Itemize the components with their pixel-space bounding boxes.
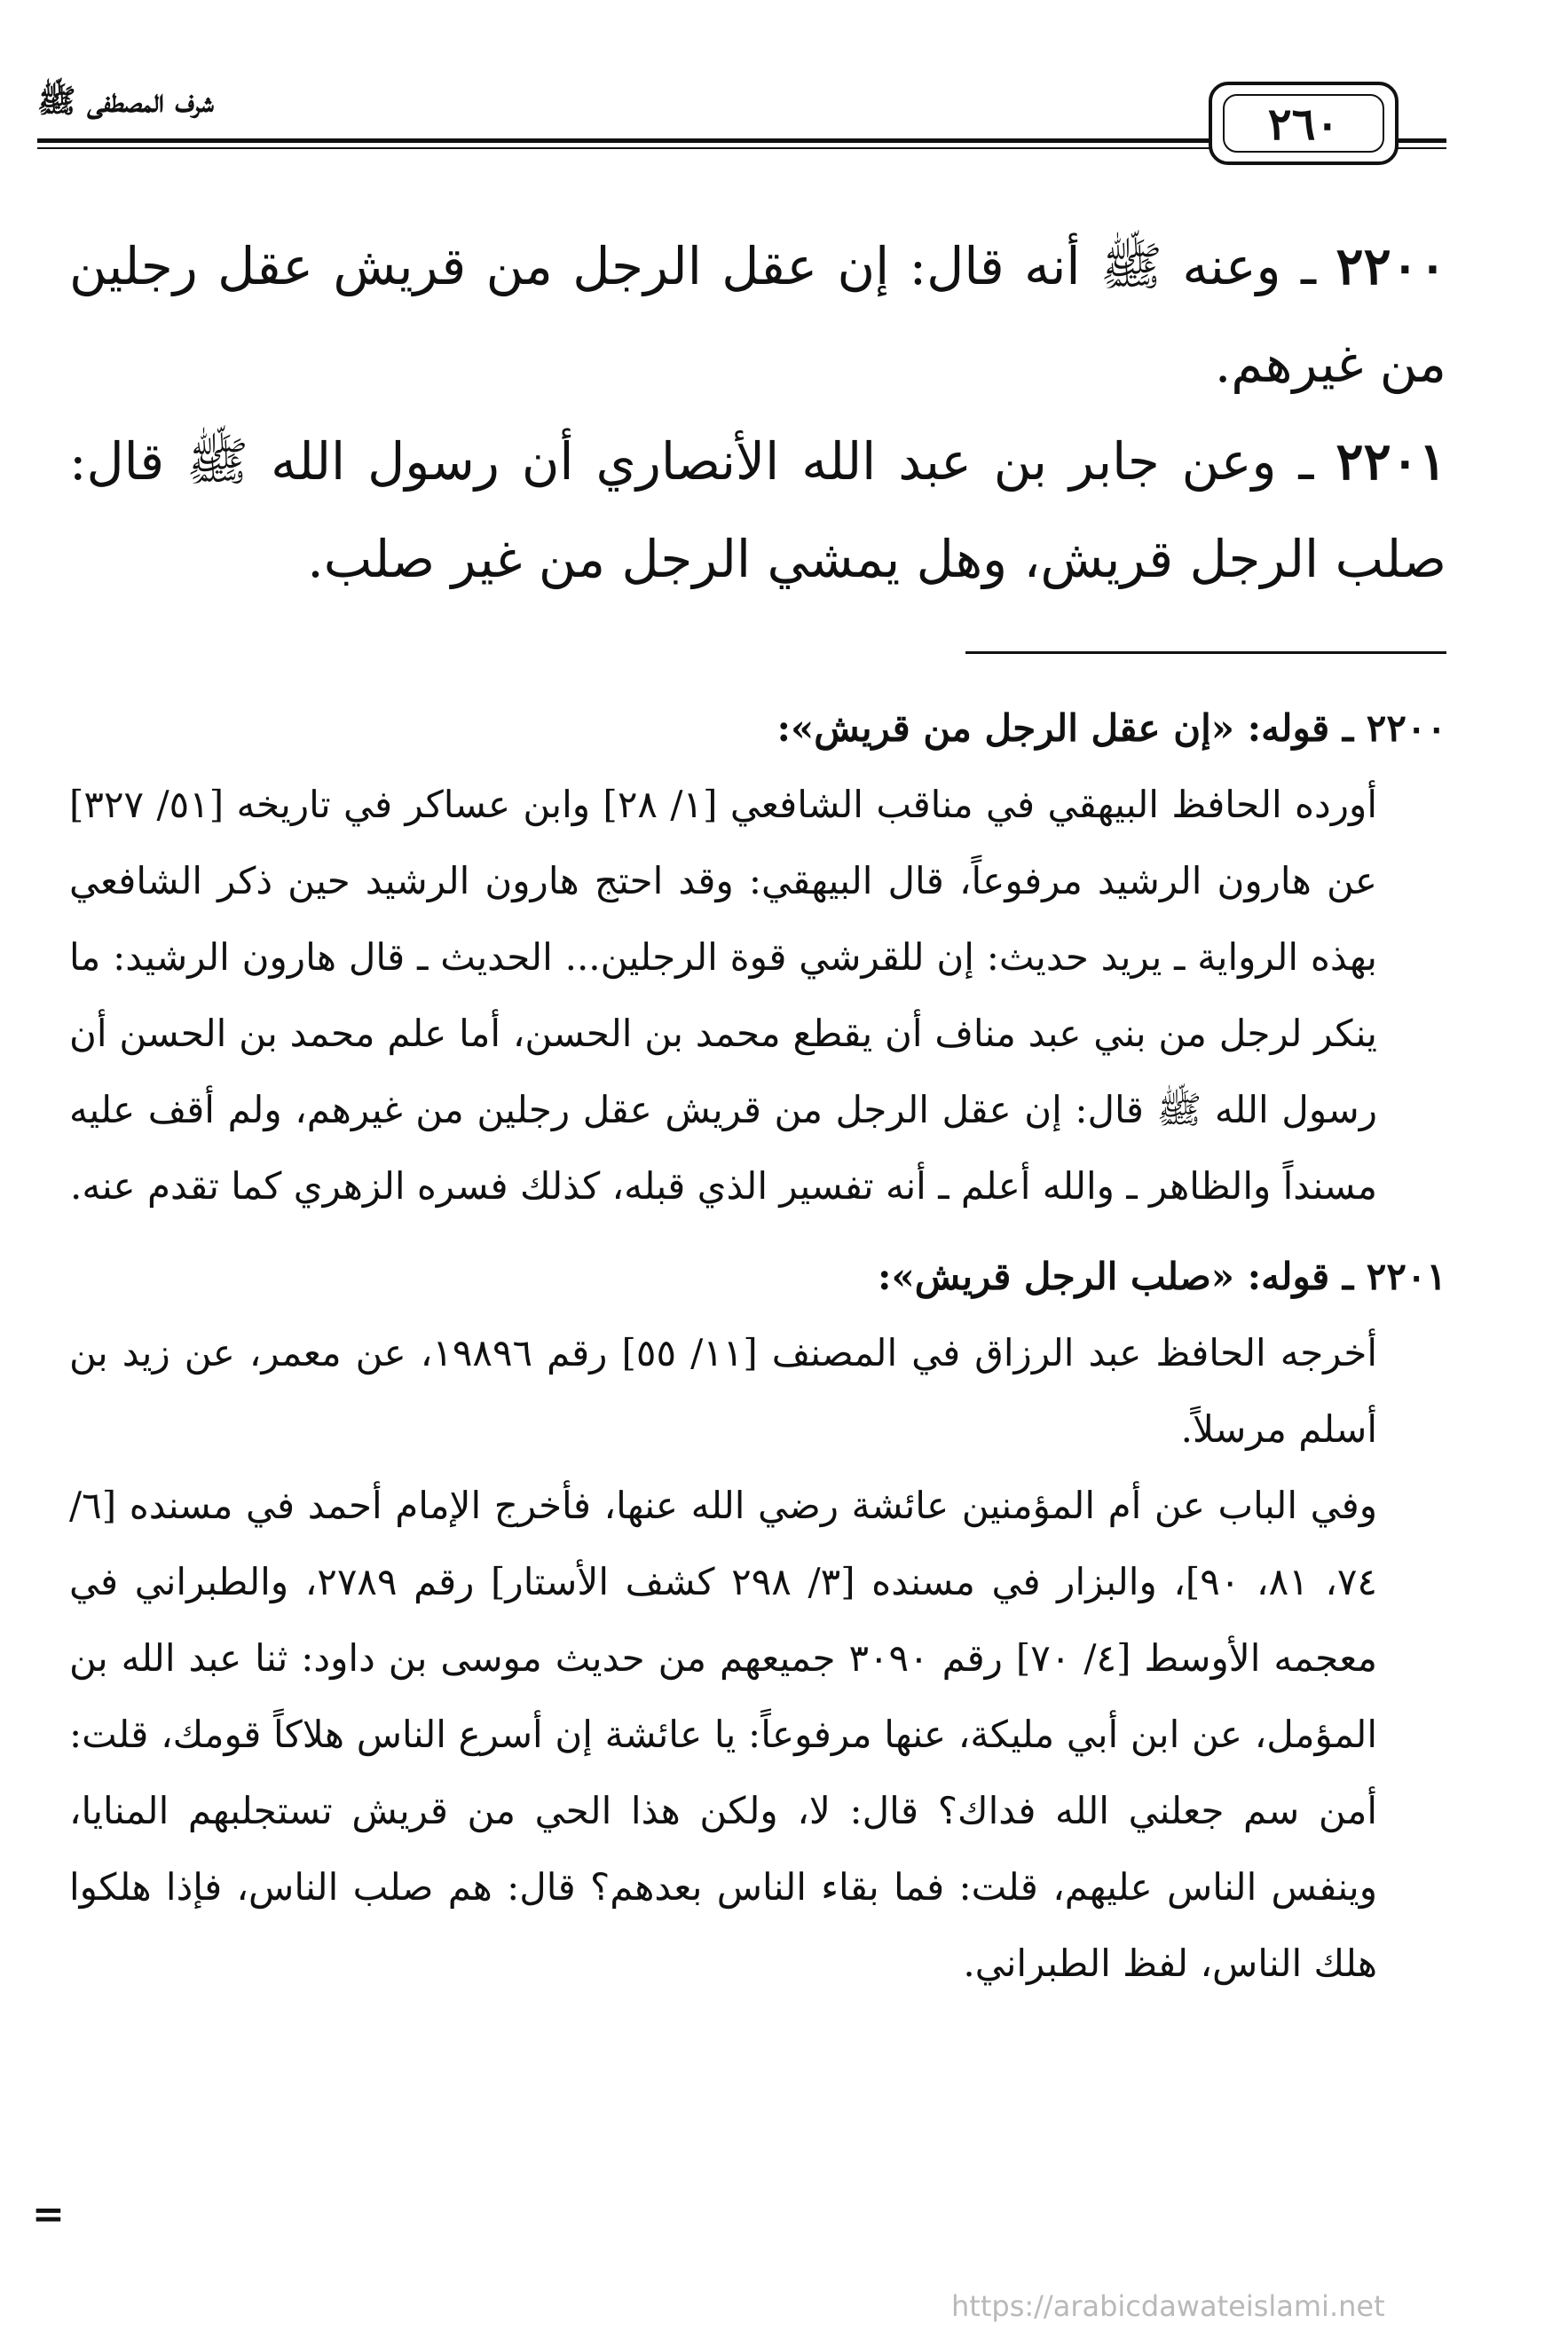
footnote-heading: ٢٢٠٠ ـ قوله: «إن عقل الرجل من قريش»:: [776, 706, 1446, 750]
main-text: [69, 217, 1446, 608]
page-number-badge: [1209, 82, 1399, 165]
footnote-2200: [69, 690, 1446, 1225]
running-head-title: شرف المصطفى ﷺ: [37, 83, 214, 120]
footnote-body-continued: وفي الباب عن أم المؤمنين عائشة رضي الله عنها، فأخرج الإمام أحمد في مسنده [٦/ ٧٤، ٨١، ٩٠]، والبزار في مسنده [٣/ ٢٩٨ كشف الأستار] رقم ٢٧٨٩، والطبراني في معجمه الأوسط [٤/ ٧٠] رقم ٣٠٩٠ جميعهم من حديث موسى بن داود: ثنا عبد الله بن المؤمل، عن ابن أبي مليكة، عنها مرفوعاً: يا عائشة إن أسرع الناس هلاكاً قومك، قلت: أمن سم جعلني الله فداك؟ قال: لا، ولكن هذا الحي من قريش تستجلبهم المنايا، وينفس الناس عليهم، قلت: فما بقاء الناس بعدهم؟ قال: هم صلب الناس، فإذا هلكوا هلك الناس، لفظ الطبراني.: [69, 1484, 1377, 1985]
footnote-2201: [69, 1239, 1446, 2002]
footnote-separator: [965, 651, 1446, 654]
hadith-text: ـ وعنه ﷺ أنه قال: إن عقل الرجل من قريش عقل رجلين من غيرهم.: [69, 236, 1446, 394]
watermark-url: https://arabicdawateislami.net: [951, 2289, 1385, 2323]
hadith-2201: [69, 413, 1446, 608]
continuation-mark: =: [32, 2192, 65, 2237]
footnote-heading: ٢٢٠١ ـ قوله: «صلب الرجل قريش»:: [878, 1255, 1446, 1298]
footnote-body: أورده الحافظ البيهقي في مناقب الشافعي [١/ ٢٨] وابن عساكر في تاريخه [٥١/ ٣٢٧] عن هارون الرشيد مرفوعاً، قال البيهقي: وقد احتج هارون الرشيد حين ذكر الشافعي بهذه الرواية ـ يريد حديث: إن للقرشي قوة الرجلين... الحديث ـ قال هارون الرشيد: ما ينكر لرجل من بني عبد مناف أن يقطع محمد بن الحسن، أما علم محمد بن الحسن أن رسول الله ﷺ قال: إن عقل الرجل من قريش عقل رجلين من غيرهم، ولم أقف عليه مسنداً والظاهر ـ والله أعلم ـ أنه تفسير الذي قبله، كذلك فسره الزهري كما تقدم عنه.: [69, 783, 1377, 1208]
hadith-2200: [69, 217, 1446, 413]
footnote-body: أخرجه الحافظ عبد الرزاق في المصنف [١١/ ٥٥] رقم ١٩٨٩٦، عن معمر، عن زيد بن أسلم مرسلاً.: [69, 1331, 1377, 1451]
hadith-text: ـ وعن جابر بن عبد الله الأنصاري أن رسول الله ﷺ قال: صلب الرجل قريش، وهل يمشي الرجل من غير صلب.: [69, 431, 1446, 589]
footnotes: [69, 690, 1446, 2002]
hadith-number: ٢٢٠١: [1336, 431, 1447, 492]
hadith-number: ٢٢٠٠: [1336, 236, 1446, 296]
page-number: ٢٦٠: [1223, 94, 1384, 153]
